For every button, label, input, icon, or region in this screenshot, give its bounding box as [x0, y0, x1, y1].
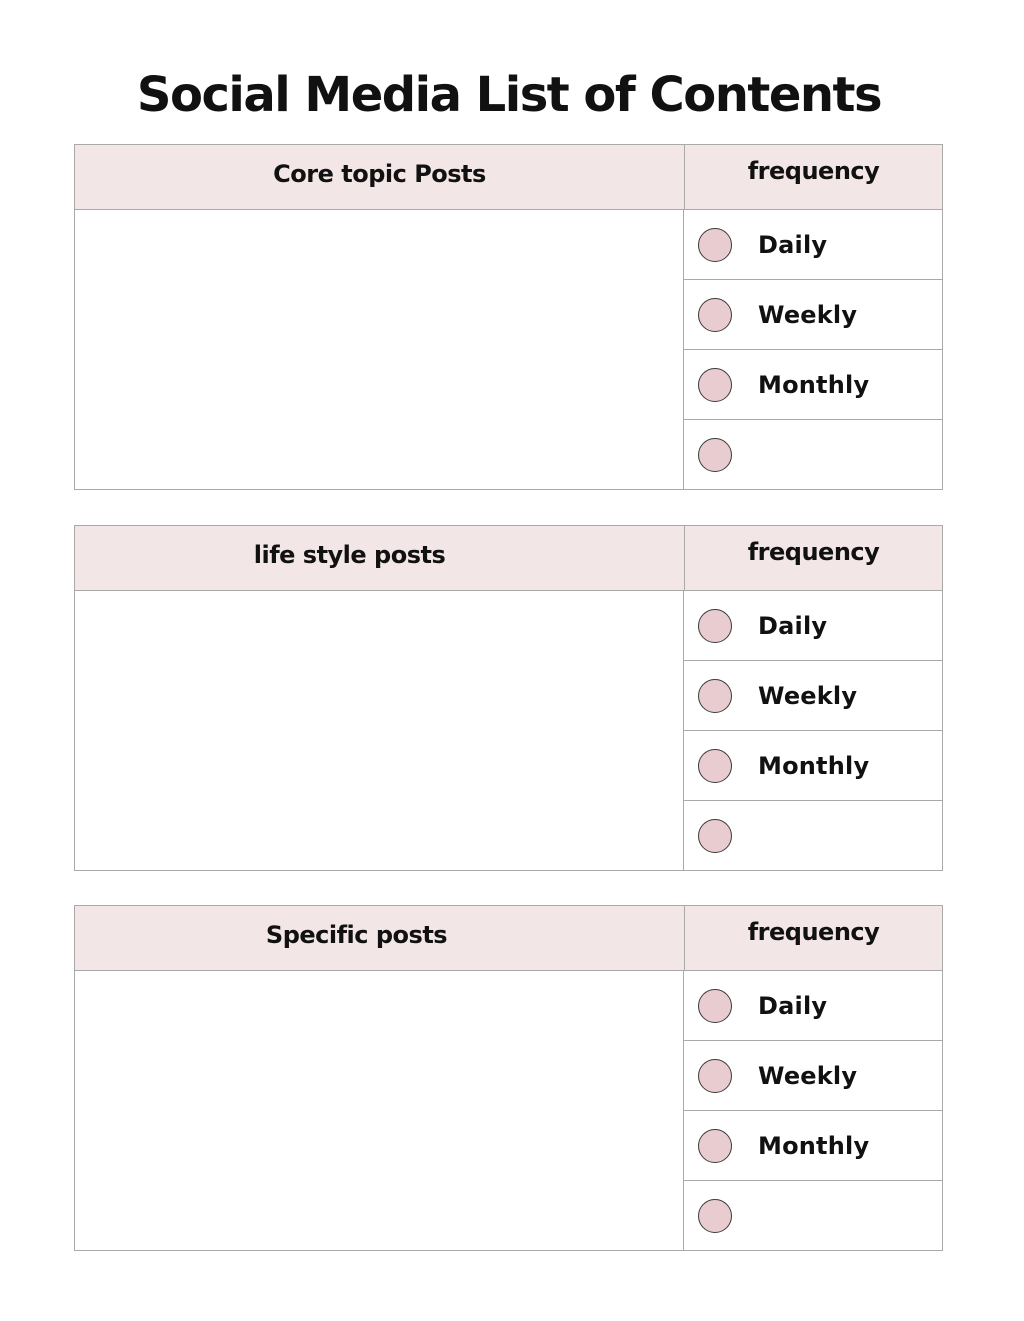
section-specific-posts: [74, 905, 943, 1251]
frequency-option-daily[interactable]: [684, 210, 942, 280]
frequency-title: frequency: [684, 906, 942, 970]
page-title: Social Media List of Contents: [136, 67, 882, 123]
frequency-option-monthly[interactable]: [684, 1111, 942, 1181]
option-label: Weekly: [758, 1062, 858, 1090]
frequency-options: [683, 591, 942, 870]
frequency-option-monthly[interactable]: [684, 731, 942, 801]
frequency-option-weekly[interactable]: [684, 280, 942, 350]
frequency-option-daily[interactable]: [684, 971, 942, 1041]
radio-circle[interactable]: [698, 989, 732, 1023]
option-label: Daily: [758, 992, 828, 1020]
option-label: Daily: [758, 612, 828, 640]
section-title: Specific posts: [265, 921, 448, 949]
frequency-option-weekly[interactable]: [684, 661, 942, 731]
option-label: Weekly: [758, 301, 858, 329]
option-label: Monthly: [758, 371, 870, 399]
content-area[interactable]: [75, 971, 683, 1250]
section-title: Core topic Posts: [273, 160, 486, 188]
radio-circle[interactable]: [698, 1059, 732, 1093]
frequency-title: frequency: [684, 526, 942, 590]
section-core-topic-posts: [74, 144, 943, 490]
frequency-option-daily[interactable]: [684, 591, 942, 661]
option-label: Weekly: [758, 682, 858, 710]
section-life-style-posts: [74, 525, 943, 871]
option-label: Monthly: [758, 1132, 870, 1160]
radio-circle[interactable]: [698, 679, 732, 713]
radio-circle[interactable]: [698, 228, 732, 262]
radio-circle[interactable]: [698, 438, 732, 472]
frequency-title: frequency: [684, 145, 942, 209]
frequency-options: [683, 210, 942, 489]
frequency-option-other[interactable]: [684, 1181, 942, 1250]
radio-circle[interactable]: [698, 609, 732, 643]
frequency-option-weekly[interactable]: [684, 1041, 942, 1111]
content-area[interactable]: [75, 591, 683, 870]
radio-circle[interactable]: [698, 1199, 732, 1233]
content-area[interactable]: [75, 210, 683, 489]
option-label: Daily: [758, 231, 828, 259]
radio-circle[interactable]: [698, 1129, 732, 1163]
radio-circle[interactable]: [698, 819, 732, 853]
frequency-option-other[interactable]: [684, 801, 942, 870]
frequency-option-other[interactable]: [684, 420, 942, 489]
radio-circle[interactable]: [698, 749, 732, 783]
section-header: [75, 145, 942, 210]
option-label: Monthly: [758, 752, 870, 780]
section-header: [75, 526, 942, 591]
radio-circle[interactable]: [698, 298, 732, 332]
frequency-options: [683, 971, 942, 1250]
frequency-option-monthly[interactable]: [684, 350, 942, 420]
section-header: [75, 906, 942, 971]
radio-circle[interactable]: [698, 368, 732, 402]
section-title: life style posts: [253, 541, 446, 569]
